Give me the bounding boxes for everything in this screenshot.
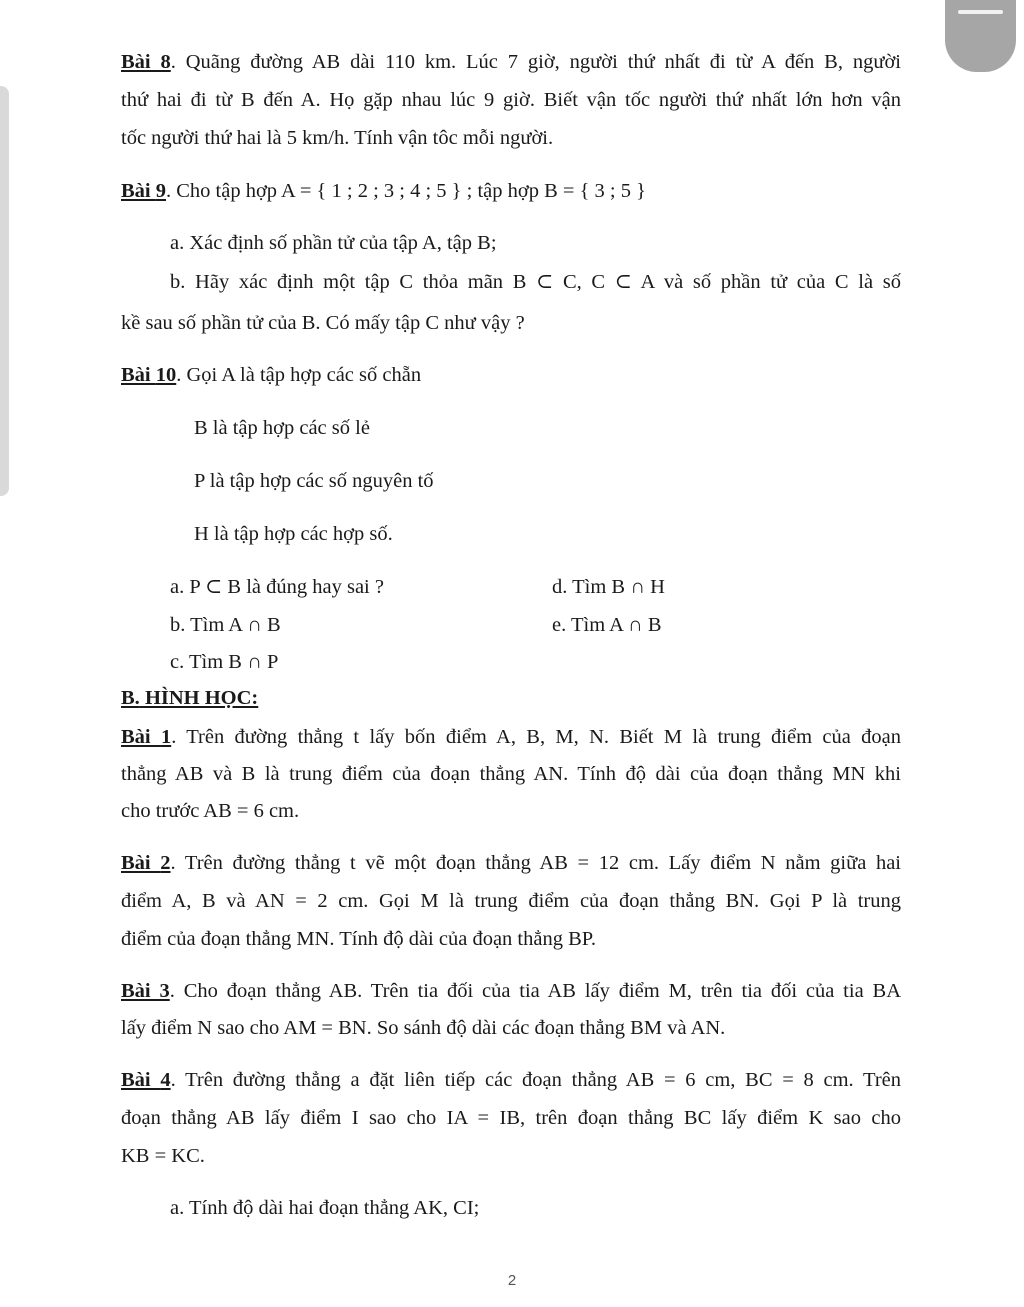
bai9-item-a: a. Xác định số phần tử của tập A, tập B; (170, 232, 497, 254)
bai10-def-p: P là tập hợp các số nguyên tố (194, 470, 434, 492)
bai9-item-b-1: b. Hãy xác định một tập C thỏa mãn B ⊂ C, C ⊂ A và số phần tử của C là số (170, 271, 901, 293)
hh-bai4-line-3: KB = KC. (121, 1145, 205, 1167)
top-pull-tab[interactable] (945, 0, 1016, 72)
bai10-label: Bài 10 (121, 364, 177, 386)
bai8-line-2: thứ hai đi từ B đến A. Họ gặp nhau lúc 9 giờ. Biết vận tốc người thứ nhất lớn hơn vận (121, 89, 901, 111)
left-scrollbar[interactable] (0, 86, 9, 496)
hh-bai4-line-1: Bài 4. Trên đường thẳng a đặt liên tiếp các đoạn thẳng AB = 6 cm, BC = 8 cm. Trên (121, 1069, 901, 1091)
bai10-item-a: a. P ⊂ B là đúng hay sai ? (170, 576, 384, 598)
hh-bai3-line-1: Bài 3. Cho đoạn thẳng AB. Trên tia đối của tia AB lấy điểm M, trên tia đối của tia BA (121, 980, 901, 1002)
bai9-item-b-2: kề sau số phần tử của B. Có mấy tập C như vậy ? (121, 312, 525, 334)
hh-bai2-label: Bài 2 (121, 852, 171, 874)
bai9-label: Bài 9 (121, 180, 166, 202)
hh-bai1-label: Bài 1 (121, 726, 172, 748)
bai8-label: Bài 8 (121, 51, 171, 73)
hh-bai3-label: Bài 3 (121, 980, 170, 1002)
hh-bai4-label: Bài 4 (121, 1069, 171, 1091)
bai10-item-e: e. Tìm A ∩ B (552, 614, 662, 636)
bai10-item-c: c. Tìm B ∩ P (170, 651, 279, 673)
hh-bai1-line-3: cho trước AB = 6 cm. (121, 800, 300, 822)
bai10-def-h: H là tập hợp các hợp số. (194, 523, 393, 545)
bai10-line: Bài 10. Gọi A là tập hợp các số chẵn (121, 364, 422, 386)
hh-bai1-line-1: Bài 1. Trên đường thẳng t lấy bốn điểm A, B, M, N. Biết M là trung điểm của đoạn (121, 726, 901, 748)
bai8-line-3: tốc người thứ hai là 5 km/h. Tính vận tôc mỗi người. (121, 127, 554, 149)
hh-bai2-line-2: điểm A, B và AN = 2 cm. Gọi M là trung điểm của đoạn thẳng BN. Gọi P là trung (121, 890, 901, 912)
hh-bai2-line-1: Bài 2. Trên đường thẳng t vẽ một đoạn thẳng AB = 12 cm. Lấy điểm N nằm giữa hai (121, 852, 902, 874)
bai9-line: Bài 9. Cho tập hợp A = { 1 ; 2 ; 3 ; 4 ; 5 } ; tập hợp B = { 3 ; 5 } (121, 180, 646, 202)
hh-bai4-line-2: đoạn thẳng AB lấy điểm I sao cho IA = IB, trên đoạn thẳng BC lấy điểm K sao cho (121, 1107, 901, 1129)
hh-bai3-line-2: lấy điểm N sao cho AM = BN. So sánh độ dài các đoạn thẳng BM và AN. (121, 1017, 726, 1039)
hh-bai2-line-3: điểm của đoạn thẳng MN. Tính độ dài của đoạn thẳng BP. (121, 928, 597, 950)
page-number: 2 (507, 1272, 517, 1289)
hh-bai1-line-2: thẳng AB và B là trung điểm của đoạn thẳng AN. Tính độ dài của đoạn thẳng MN khi (121, 763, 901, 785)
bai8-line-1: Bài 8. Quãng đường AB dài 110 km. Lúc 7 giờ, người thứ nhất đi từ A đến B, người (121, 51, 901, 73)
pull-handle-icon (958, 10, 1003, 14)
bai10-item-d: d. Tìm B ∩ H (552, 576, 665, 598)
hh-bai4-item-a: a. Tính độ dài hai đoạn thẳng AK, CI; (170, 1197, 480, 1219)
bai10-item-b: b. Tìm A ∩ B (170, 614, 281, 636)
bai10-def-b: B là tập hợp các số lẻ (194, 417, 370, 439)
section-heading-hinh-hoc: B. HÌNH HỌC: (121, 687, 259, 709)
